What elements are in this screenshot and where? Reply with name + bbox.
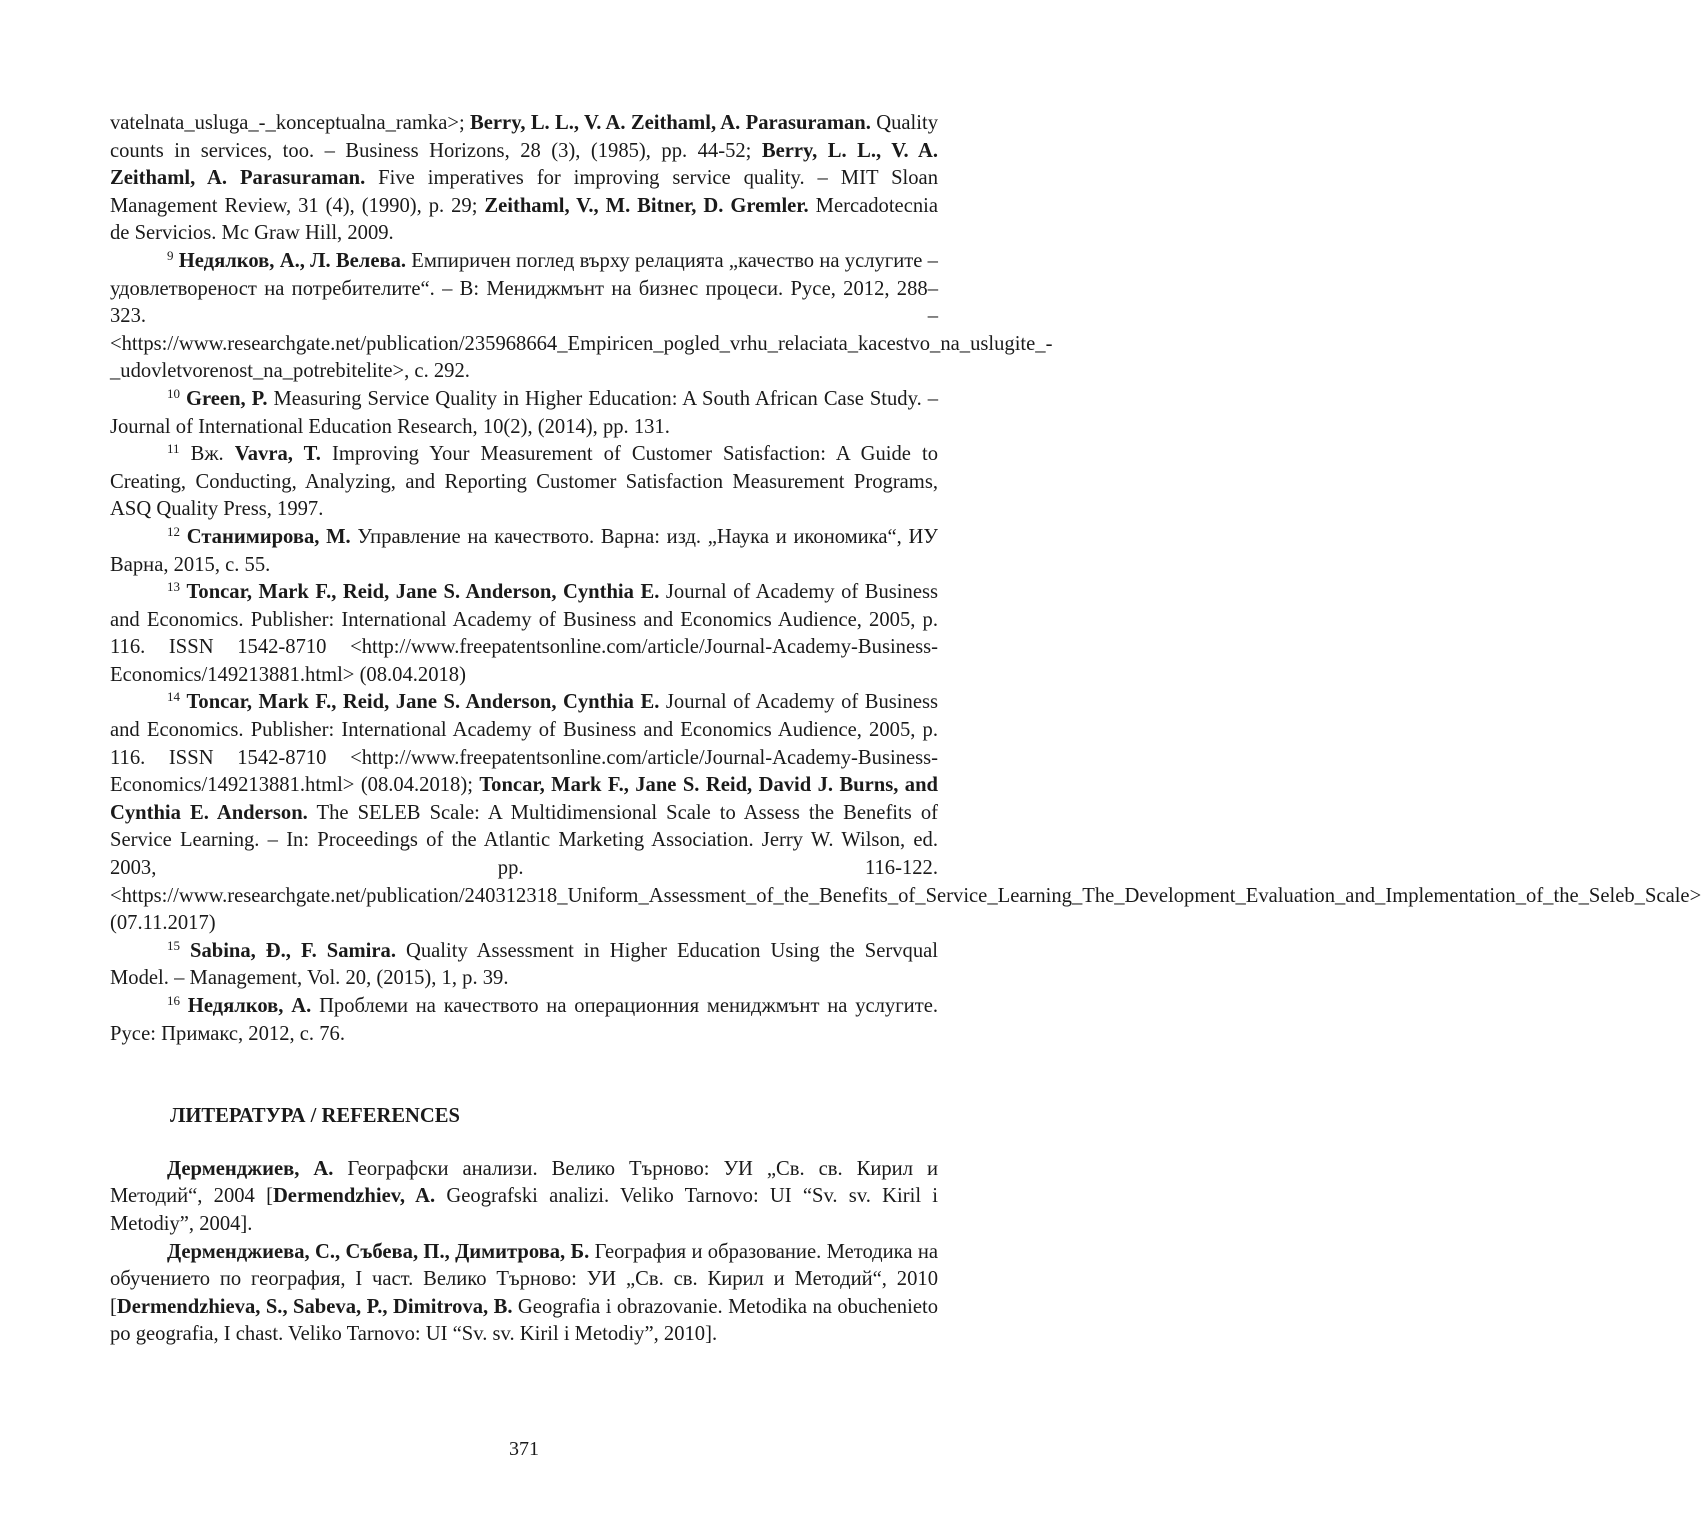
footnote-author: Sabina, Đ., F. Samira. [189, 939, 396, 962]
reference-author: Дерменджиева, С., Събева, П., Димитрова, Б. [167, 1240, 590, 1263]
footnote-continuation: vatelnata_usluga_-_konceptualna_ramka>; Berry, L. L., V. A. Zeithaml, A. Parasuraman. Quality counts in services, too. – Business Horizons, 28 (3), (1985), pp. 44-52; Berry, L. L., V. A. Zeithaml, A. Parasuraman. Five imperatives for improving service quality. – MIT Sloan Management Review, 31 (4), (1990), p. 29; Zeithaml, V., M. Bitner, D. Gremler. Mercadotecnia de Servicios. Mc Graw Hill, 2009. [110, 112, 939, 245]
page-body [110, 110, 1701, 1349]
footnote-author: Vavra, T. [234, 443, 321, 466]
footnote-number: 11 [167, 441, 180, 457]
reference-author-latin: Dermendzhieva, S., Sabeva, P., Dimitrova, B. [116, 1295, 513, 1318]
footnote-author: Toncar, Mark F., Reid, Jane S. Anderson, Cynthia E. [186, 581, 660, 604]
footnote-number: 15 [167, 937, 180, 953]
footnote-16: $^{16}$ Недялков, А. Проблеми на качеството на операционния мениджмънт на услугите. Русе: Примакс, 2012, с. 76. [110, 993, 938, 1045]
footnote-12: $^{12}$ Станимирова, М. Управление на качеството. Варна: изд. „Наука и икономика“, ИУ Варна, 2015, с. 55. [110, 523, 938, 576]
footnote-number: 10 [167, 385, 180, 401]
footnote-13: $^{13}$ Toncar, Mark F., Reid, Jane S. Anderson, Cynthia E. Journal of Academy of Business and Economics. Publisher: International Academy of Business and Economics Audience, 2005, p. 116. ISSN 1542-8710 <http://www.freepatentsonline.com/article/Journal-Academy-Business-Economics/149213881.html> (08.04.2018) [110, 579, 938, 686]
reference-author: Дерменджиев, А. [167, 1157, 334, 1180]
footnote-author: Berry, L. L., V. A. Zeithaml, A. Parasuraman. [470, 112, 871, 134]
footnote-9: $^9$ Недялков, А., Л. Велева. Емпиричен поглед върху релацията „качество на услугите – удовлетвореност на потребителите“. – В: Мениджмънт на бизнес процеси. Русе, 2012, 288–323. – <https://www.researchgate.net/publication/235968664_Empiricen_pogled_vrhu_relaciata_kacestvo_na_uslugite_-_udovletvorenost_na_potrebitelite>, с. 292. [110, 247, 1053, 383]
reference-author-latin: Dermendzhiev, A. [272, 1185, 436, 1208]
page-number: 371 [509, 1438, 539, 1460]
footnote-author: Toncar, Mark F., Jane S. Reid, David J. Burns, and Cynthia E. Anderson. [110, 774, 938, 824]
footnote-number: 9 [167, 247, 174, 263]
references-heading: ЛИТЕРАТУРА / REFERENCES [170, 1105, 460, 1128]
footnote-11: $^{11}$ Вж. Vavra, T. Improving Your Measurement of Customer Satisfaction: A Guide to Creating, Conducting, Analyzing, and Reporting Customer Satisfaction Measurement Programs, ASQ Quality Press, 1997. [110, 441, 939, 521]
reference-item: Дерменджиева, С., Събева, П., Димитрова, Б. География и образование. Методика на обучението по география, I част. Велико Търново: УИ „Св. св. Кирил и Методий“, 2010 [Dermendzhieva, S., Sabeva, P., Dimitrova, B. Geografia i obrazovanie. Metodika na obuchenieto po geografia, I chast. Veliko Tarnovo: UI “Sv. sv. Kiril i Metodiy”, 2010]. [110, 1240, 939, 1346]
footnote-10: $^{10}$ Green, P. Measuring Service Quality in Higher Education: A South African Case Study. – Journal of International Education Research, 10(2), (2014), pp. 131. [110, 385, 939, 438]
footnote-14: $^{14}$ Toncar, Mark F., Reid, Jane S. Anderson, Cynthia E. Journal of Academy of Business and Economics. Publisher: International Academy of Business and Economics Audience, 2005, p. 116. ISSN 1542-8710 <http://www.freepatentsonline.com/article/Journal-Academy-Business-Economics/149213881.html> (08.04.2018); Toncar, Mark F., Jane S. Reid, David J. Burns, and Cynthia E. Anderson. The SELEB Scale: A Multidimensional Scale to Assess the Benefits of Service Learning. – In: Proceedings of the Atlantic Marketing Association. Jerry W. Wilson, ed. 2003, pp. 116-122. <https://www.researchgate.net/publication/240312318_Uniform_Assessment_of_the_Benefits_of_Service_Learning_The_Development_Evaluation_and_Implementation_of_the_Seleb_Scale> (07.11.2017) [110, 689, 1701, 935]
footnote-number: 13 [167, 579, 180, 595]
footnote-15: $^{15}$ Sabina, Đ., F. Samira. Quality Assessment in Higher Education Using the Servqual Model. – Management, Vol. 20, (2015), 1, p. 39. [110, 937, 938, 990]
footnote-author: Недялков, А., Л. Велева. [178, 249, 407, 272]
footnote-author: Green, P. [186, 387, 268, 410]
footnote-author: Недялков, А. [187, 995, 312, 1017]
footnote-author: Toncar, Mark F., Reid, Jane S. Anderson, Cynthia E. [186, 691, 660, 714]
footnote-author: Станимирова, М. [186, 525, 351, 548]
footnote-author: Zeithaml, V., M. Bitner, D. Gremler. [484, 194, 809, 217]
footnote-number: 16 [167, 993, 180, 1008]
footnote-number: 12 [167, 523, 180, 539]
footnote-author: Berry, L. L., V. A. Zeithaml, A. Parasuraman. [110, 139, 938, 190]
footnote-number: 14 [167, 689, 180, 705]
reference-item: Дерменджиев, А. Географски анализи. Велико Търново: УИ „Св. св. Кирил и Методий“, 2004 [Dermendzhiev, A. Geografski analizi. Veliko Tarnovo: UI “Sv. sv. Kiril i Metodiy”, 2004]. [110, 1157, 939, 1235]
